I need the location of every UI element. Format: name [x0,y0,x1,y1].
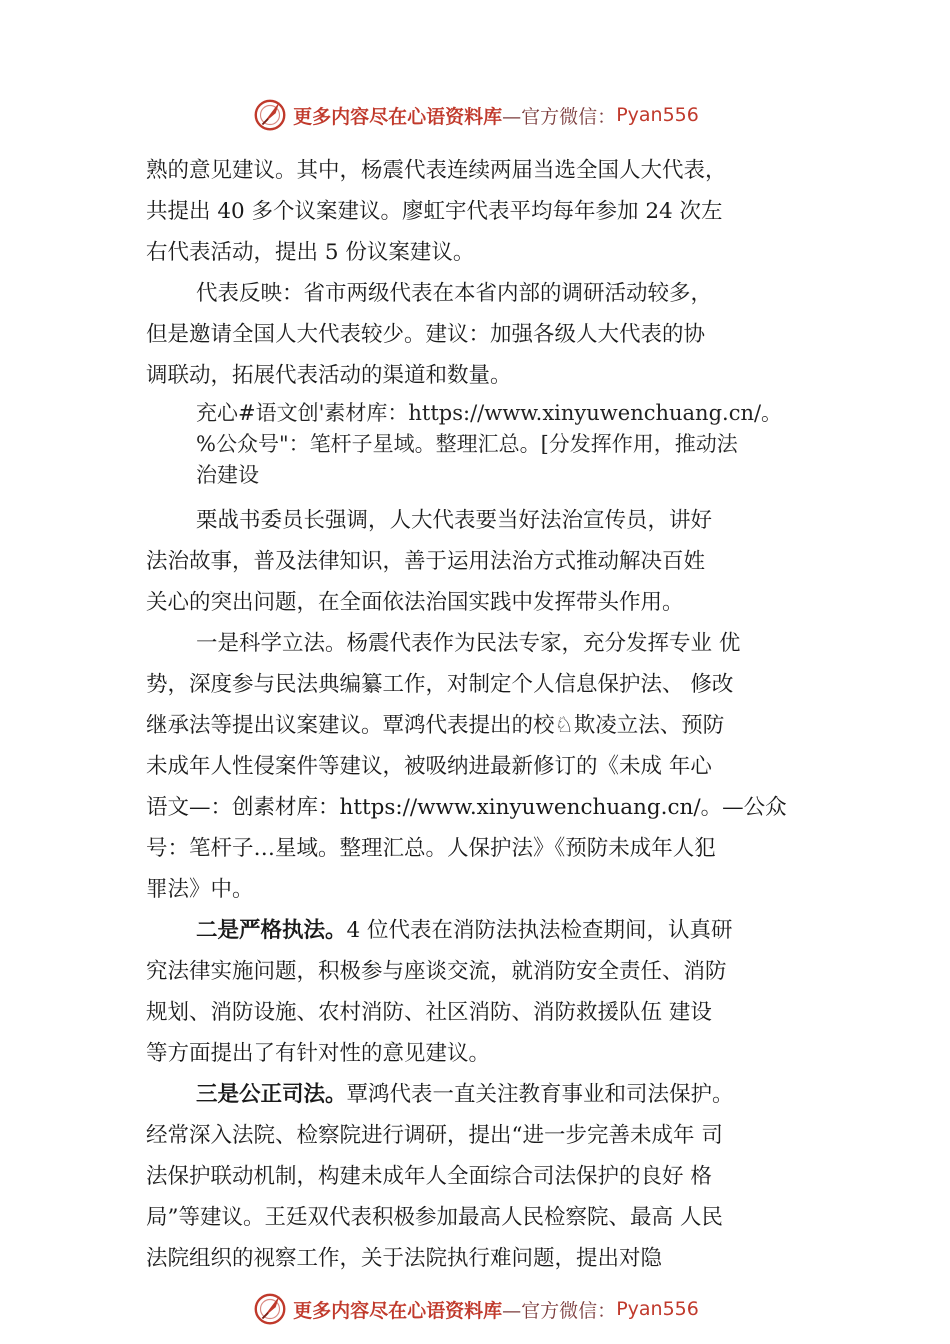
quill-pen-logo-icon [251,1290,289,1328]
text-line: 一是科学立法。杨震代表作为民法专家，充分发挥专业 优 [196,631,741,656]
paragraph-5 [146,910,836,1074]
paragraph-3 [146,500,836,623]
text-line: 究法律实施问题，积极参与座谈交流，就消防安全责任、消防 [146,959,727,984]
paragraph-1 [146,150,836,273]
text-line: 等方面提出了有针对性的意见建议。 [146,1041,491,1066]
text-line: 经常深入法院、检察院进行调研，提出“进一步完善未成年 司 [146,1123,723,1148]
header-banner-text: 更多内容尽在心语资料库 [293,105,503,128]
text-span: 4 位代表在消防法执法检查期间，认真研 [346,918,733,943]
text-line [146,910,836,951]
text-line: 法院组织的视察工作，关于法院执行难问题，提出对隐 [146,1246,663,1271]
text-line: 未成年人性侵案件等建议，被吸纳进最新修订的《未成 年心 [146,754,712,779]
footer-banner-separator: —官方微信： [502,1299,617,1322]
header-watermark-banner [0,95,950,135]
text-line: 代表反映：省市两级代表在本省内部的调研活动较多， [196,281,713,306]
quill-pen-logo-icon [251,96,289,134]
text-line: 右代表活动，提出 5 份议案建议。 [146,240,475,265]
text-line: 势，深度参与民法典编纂工作，对制定个人信息保护法、 修改 [146,672,734,697]
text-line: 共提出 40 多个议案建议。廖虹宇代表平均每年参加 24 次左 [146,199,723,224]
text-line: 法保护联动机制，构建未成年人全面综合司法保护的良好 格 [146,1164,712,1189]
footer-watermark-banner [0,1289,950,1329]
text-line: 栗战书委员长强调，人大代表要当好法治宣传员，讲好 [196,508,713,533]
text-line: 熟的意见建议。其中，杨震代表连续两届当选全国人大代表， [146,158,727,183]
header-banner-account: Pyan556 [616,104,699,126]
document-body [146,150,836,1279]
text-line: 语文—：创素材库：https://www.xinyuwenchuang.cn/。—公众 [146,795,787,820]
section-heading-justice: 三是公正司法。 [196,1082,347,1107]
text-line: 法治故事，普及法律知识，善于运用法治方式推动解决百姓 [146,549,706,574]
paragraph-2 [146,273,836,396]
text-span: 覃鸿代表一直关注教育事业和司法保护。 [346,1082,734,1107]
section-heading-enforcement: 二是严格执法。 [196,918,347,943]
watermark-line: %公众号"：笔杆子星域。整理汇总。[分发挥作用，推动法 [196,432,738,456]
text-line: 调联动，拓展代表活动的渠道和数量。 [146,363,512,388]
watermark-line: 充心#语文创'素材库：https://www.xinyuwenchuang.cn/。 [196,401,783,425]
text-line: 继承法等提出议案建议。覃鸿代表提出的校♘欺凌立法、预防 [146,713,725,738]
text-line: 但是邀请全国人大代表较少。建议：加强各级人大代表的协 [146,322,706,347]
paragraph-6 [146,1074,836,1279]
text-line [146,1074,836,1115]
footer-banner-text: 更多内容尽在心语资料库 [293,1299,503,1322]
text-line: 号：笔杆子…星域。整理汇总。人保护法》《预防未成年人犯 [146,836,716,861]
text-line: 局”等建议。王廷双代表积极参加最高人民检察院、最高 人民 [146,1205,723,1230]
watermark-line: 治建设 [196,463,259,487]
footer-banner-account: Pyan556 [616,1298,699,1320]
paragraph-4 [146,623,836,910]
header-banner-separator: —官方微信： [502,105,617,128]
text-line: 规划、消防设施、农村消防、社区消防、消防救援队伍 建设 [146,1000,712,1025]
text-line: 罪法》中。 [146,877,254,902]
watermark-block-1 [146,398,836,491]
text-line: 关心的突出问题，在全面依法治国实践中发挥带头作用。 [146,590,684,615]
